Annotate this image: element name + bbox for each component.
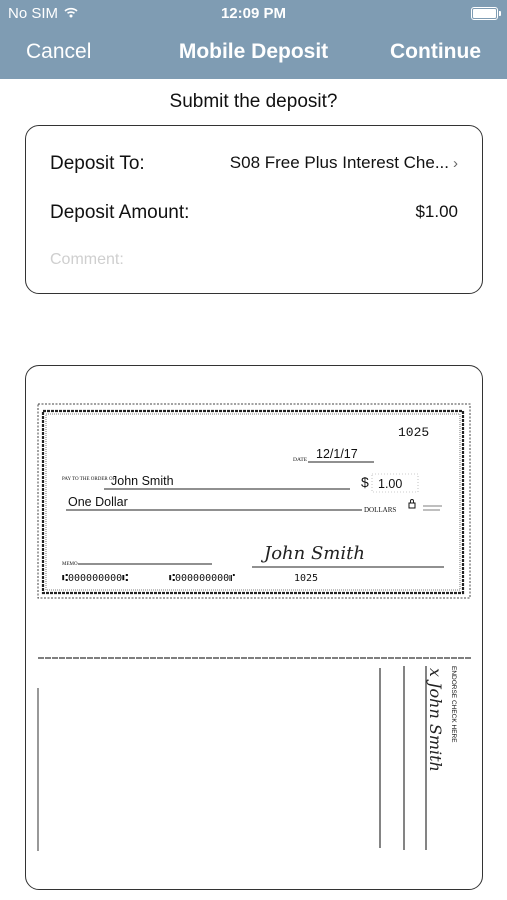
battery-level — [473, 9, 496, 18]
chevron-right-icon: › — [453, 155, 458, 172]
deposit-amount-label: Deposit Amount: — [50, 202, 190, 223]
check-amount: 1.00 — [378, 477, 403, 491]
deposit-to-value-wrap — [230, 153, 458, 173]
dollar-sign: $ — [361, 474, 369, 490]
check-date: 12/1/17 — [316, 447, 358, 461]
deposit-amount-value: $1.00 — [415, 202, 458, 221]
endorse-signature: x John Smith — [426, 668, 445, 772]
written-amount: One Dollar — [68, 495, 128, 509]
memo-label: MEMO — [62, 562, 78, 567]
check-number: 1025 — [398, 425, 430, 440]
payee-name: John Smith — [111, 474, 174, 488]
date-label: DATE — [293, 457, 308, 463]
comment-field[interactable]: Comment: — [50, 251, 124, 268]
endorse-label: ENDORSE CHECK HERE — [450, 666, 457, 743]
check-images-card — [25, 365, 483, 890]
nav-bar — [0, 28, 507, 79]
signature: John Smith — [264, 543, 365, 564]
check-back-image[interactable] — [38, 658, 472, 851]
pay-to-label: PAY TO THE ORDER OF — [62, 477, 116, 482]
lock-icon — [409, 503, 415, 508]
carrier-label: No SIM — [8, 5, 59, 22]
check-front-image[interactable] — [38, 404, 470, 598]
status-time: 12:09 PM — [220, 5, 287, 22]
battery-icon — [471, 7, 498, 20]
dollars-label: DOLLARS — [364, 506, 397, 514]
submit-prompt: Submit the deposit? — [169, 91, 338, 112]
micr-routing: ⑆000000000⑆ — [62, 573, 129, 584]
deposit-to-value: S08 Free Plus Interest Che... — [229, 153, 449, 172]
deposit-to-label: Deposit To: — [50, 153, 145, 174]
deposit-details-card — [25, 125, 483, 294]
micr-check-number: 1025 — [294, 573, 319, 584]
cancel-button[interactable]: Cancel — [26, 40, 92, 63]
micr-account: ⑆000000000⑈ — [169, 573, 236, 584]
continue-button[interactable]: Continue — [390, 40, 481, 63]
page-title: Mobile Deposit — [178, 40, 329, 63]
check-images — [26, 366, 483, 890]
status-bar — [0, 0, 507, 28]
